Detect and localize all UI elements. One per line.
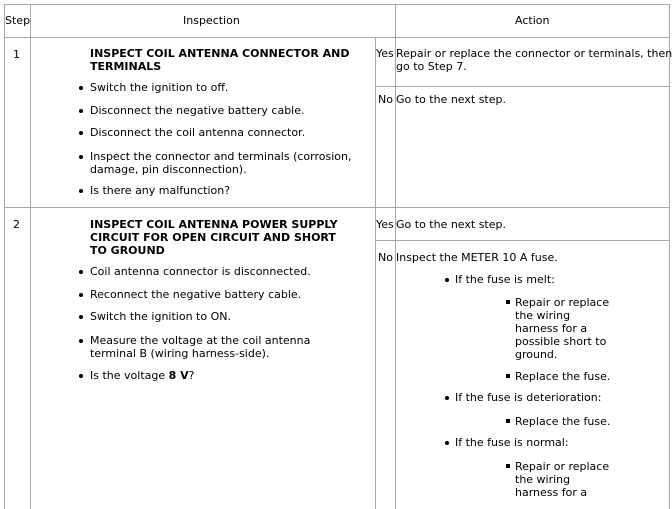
square-bullet-icon	[506, 300, 510, 304]
fuse-action: Replace the fuse.	[515, 370, 611, 383]
list-item: Inspect the connector and terminals (corrosion,	[90, 150, 352, 163]
fuse-action: possible short to	[515, 335, 607, 348]
fuse-condition: If the fuse is deterioration:	[455, 391, 602, 404]
step-number: 2	[13, 218, 20, 231]
header-action: Action	[515, 14, 550, 27]
action-text: Repair or replace the connector or terminals, then	[396, 47, 672, 60]
action-text: Go to the next step.	[396, 218, 506, 231]
yes-label: Yes	[376, 47, 394, 60]
fuse-action: Repair or replace	[515, 296, 610, 309]
yes-label: Yes	[376, 218, 394, 231]
voltage-value: 8 V	[168, 369, 189, 382]
fuse-action: the wiring	[515, 309, 571, 322]
inspection-title: TO GROUND	[90, 244, 165, 257]
bullet-icon	[79, 293, 83, 297]
list-item	[90, 369, 194, 382]
bullet-icon	[79, 189, 83, 193]
header-divider	[4, 37, 670, 38]
bullet-icon	[79, 339, 83, 343]
bullet-icon	[79, 270, 83, 274]
list-item: Switch the ignition to ON.	[90, 310, 231, 323]
no-label: No	[378, 93, 393, 106]
step-number: 1	[13, 48, 20, 61]
question-mark: ?	[188, 369, 195, 382]
square-bullet-icon	[506, 374, 510, 378]
list-item: Reconnect the negative battery cable.	[90, 288, 302, 301]
row-divider	[4, 207, 670, 208]
fuse-action: harness for a	[515, 486, 588, 499]
table-border-right	[669, 4, 670, 509]
inspection-title: INSPECT COIL ANTENNA POWER SUPPLY	[90, 218, 338, 231]
bullet-icon	[445, 441, 449, 445]
inspection-title: CIRCUIT FOR OPEN CIRCUIT AND SHORT	[90, 231, 336, 244]
bullet-icon	[79, 131, 83, 135]
table-border-left	[4, 4, 5, 509]
table-border-top	[4, 4, 670, 5]
square-bullet-icon	[506, 464, 510, 468]
square-bullet-icon	[506, 419, 510, 423]
bullet-icon	[79, 155, 83, 159]
fuse-condition: If the fuse is normal:	[455, 436, 569, 449]
voltage-question: Is the voltage	[90, 369, 169, 382]
fuse-action: harness for a	[515, 322, 588, 335]
bullet-icon	[79, 374, 83, 378]
list-item: Coil antenna connector is disconnected.	[90, 265, 311, 278]
bullet-icon	[79, 109, 83, 113]
bullet-icon	[79, 86, 83, 90]
fuse-action: Repair or replace	[515, 460, 610, 473]
fuse-action: ground.	[515, 348, 558, 361]
inspection-title: TERMINALS	[90, 60, 162, 73]
action-text: Go to the next step.	[396, 93, 506, 106]
bullet-icon	[445, 396, 449, 400]
column-divider	[30, 4, 31, 509]
action-text: go to Step 7.	[396, 60, 467, 73]
bullet-icon	[79, 315, 83, 319]
list-item: damage, pin disconnection).	[90, 163, 247, 176]
column-divider	[375, 37, 376, 509]
fuse-condition: If the fuse is melt:	[455, 273, 555, 286]
row-divider	[375, 240, 670, 241]
no-label: No	[378, 251, 393, 264]
header-inspection: Inspection	[183, 14, 240, 27]
fuse-action: the wiring	[515, 473, 571, 486]
list-item: Is there any malfunction?	[90, 184, 231, 197]
action-text: Inspect the METER 10 A fuse.	[396, 251, 558, 264]
list-item: Switch the ignition to off.	[90, 81, 229, 94]
list-item: Measure the voltage at the coil antenna	[90, 334, 311, 347]
row-divider	[375, 86, 670, 87]
bullet-icon	[445, 278, 449, 282]
inspection-title: INSPECT COIL ANTENNA CONNECTOR AND	[90, 47, 350, 60]
fuse-action: Replace the fuse.	[515, 415, 611, 428]
list-item: terminal B (wiring harness-side).	[90, 347, 270, 360]
list-item: Disconnect the negative battery cable.	[90, 104, 305, 117]
header-step: Step	[5, 14, 31, 27]
list-item: Disconnect the coil antenna connector.	[90, 126, 306, 139]
